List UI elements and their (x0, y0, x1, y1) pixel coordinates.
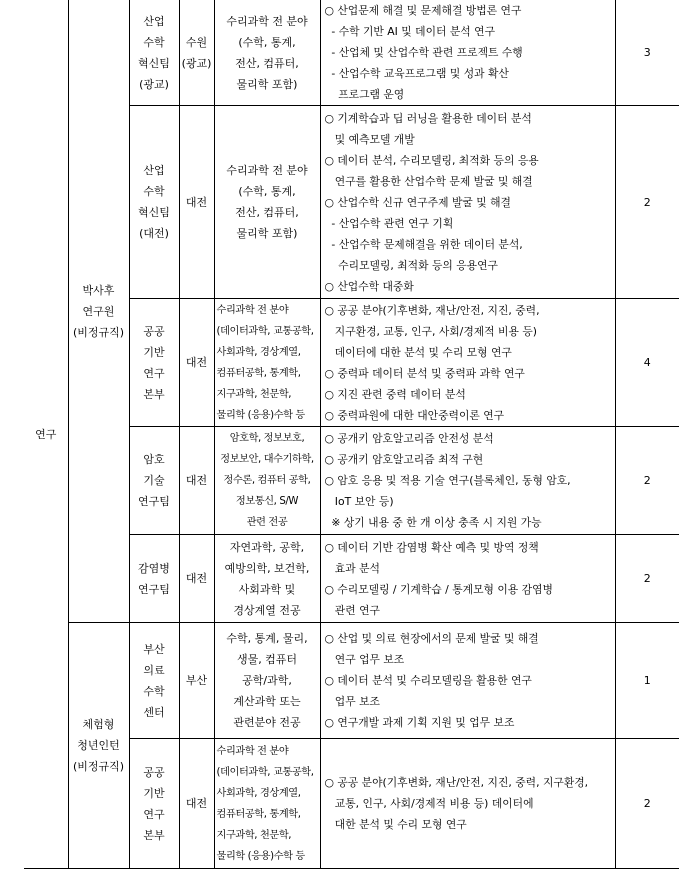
table-row (24, 0, 679, 106)
headcount-cell: 3 (615, 0, 679, 106)
recruitment-table (24, 0, 679, 869)
duty-cell: ○ 산업문제 해결 및 문제해결 방법론 연구 - 수학 기반 AI 및 데이터 분석 연구 - 산업체 및 산업수학 관련 프로젝트 수행 - 산업수학 교육프로그램 및 성과 확산 프로그램 운영 (320, 0, 615, 106)
position-type-cell: 박사후 연구원 (비정규직) (68, 0, 129, 623)
team-cell: 부산 의료 수학 센터 (129, 623, 179, 739)
team-cell: 산업 수학 혁신팀 (광교) (129, 0, 179, 106)
headcount-cell: 2 (615, 427, 679, 535)
location-cell: 부산 (179, 623, 214, 739)
field-cell: 수리과학 전 분야 (수학, 통계, 전산, 컴퓨터, 물리학 포함) (214, 106, 320, 299)
location-cell: 수원 (광교) (179, 0, 214, 106)
duty-cell: ○ 산업 및 의료 현장에서의 문제 발굴 및 해결 연구 업무 보조 ○ 데이터 분석 및 수리모델링을 활용한 연구 업무 보조 ○ 연구개발 과제 기획 지원 및 업무 보조 (320, 623, 615, 739)
location-cell: 대전 (179, 427, 214, 535)
team-cell: 감염병 연구팀 (129, 535, 179, 623)
location-cell: 대전 (179, 299, 214, 427)
headcount-cell: 2 (615, 106, 679, 299)
field-cell: 수리과학 전 분야 (데이터과학, 교통공학, 사회과학, 경상계열, 컴퓨터공학, 통계학, 지구과학, 천문학, 물리학 (응용)수학 등 (214, 299, 320, 427)
field-cell: 수리과학 전 분야 (데이터과학, 교통공학, 사회과학, 경상계열, 컴퓨터공학, 통계학, 지구과학, 천문학, 물리학 (응용)수학 등 (214, 739, 320, 869)
team-cell: 산업 수학 혁신팀 (대전) (129, 106, 179, 299)
field-cell: 자연과학, 공학, 예방의학, 보건학, 사회과학 및 경상계열 전공 (214, 535, 320, 623)
table-row (24, 623, 679, 739)
team-cell: 공공 기반 연구 본부 (129, 739, 179, 869)
team-cell: 암호 기술 연구팀 (129, 427, 179, 535)
field-cell: 수학, 통계, 물리, 생물, 컴퓨터 공학/과학, 계산과학 또는 관련분야 전공 (214, 623, 320, 739)
duty-cell: ○ 데이터 기반 감염병 확산 예측 및 방역 정책 효과 분석 ○ 수리모델링 / 기계학습 / 통계모형 이용 감염병 관련 연구 (320, 535, 615, 623)
location-cell: 대전 (179, 106, 214, 299)
field-cell: 수리과학 전 분야 (수학, 통계, 전산, 컴퓨터, 물리학 포함) (214, 0, 320, 106)
duty-cell: ○ 공공 분야(기후변화, 재난/안전, 지진, 중력, 지구환경, 교통, 인구, 사회/경제적 비용 등) 데이터에 대한 분석 및 수리 모형 연구 (320, 739, 615, 869)
headcount-cell: 1 (615, 623, 679, 739)
location-cell: 대전 (179, 535, 214, 623)
field-cell: 암호학, 정보보호, 정보보안, 대수기하학, 정수론, 컴퓨터 공학, 정보통신, S/W 관련 전공 (214, 427, 320, 535)
category-cell: 연구 (24, 0, 68, 869)
headcount-cell: 4 (615, 299, 679, 427)
headcount-cell: 2 (615, 535, 679, 623)
headcount-cell: 2 (615, 739, 679, 869)
duty-cell: ○ 공공 분야(기후변화, 재난/안전, 지진, 중력, 지구환경, 교통, 인구, 사회/경제적 비용 등) 데이터에 대한 분석 및 수리 모형 연구 ○ 중력파 데이터 분석 및 중력파 과학 연구 ○ 지진 관련 중력 데이터 분석 ○ 중력파원에 대한 대안중력이론 연구 (320, 299, 615, 427)
position-type-cell: 체험형 청년인턴 (비정규직) (68, 623, 129, 869)
location-cell: 대전 (179, 739, 214, 869)
team-cell: 공공 기반 연구 본부 (129, 299, 179, 427)
duty-cell: ○ 공개키 암호알고리즘 안전성 분석 ○ 공개키 암호알고리즘 최적 구현 ○ 암호 응용 및 적용 기술 연구(블록체인, 동형 암호, IoT 보안 등) ※ 상기 내용 중 한 개 이상 충족 시 지원 가능 (320, 427, 615, 535)
duty-cell: ○ 기계학습과 딥 러닝을 활용한 데이터 분석 및 예측모델 개발 ○ 데이터 분석, 수리모델링, 최적화 등의 응용 연구를 활용한 산업수학 문제 발굴 및 해결 ○ 산업수학 신규 연구주제 발굴 및 해결 - 산업수학 관련 연구 기획 - 산업수학 문제해결을 위한 데이터 분석, 수리모델링, 최적화 등의 응용연구 ○ 산업수학 대중화 (320, 106, 615, 299)
